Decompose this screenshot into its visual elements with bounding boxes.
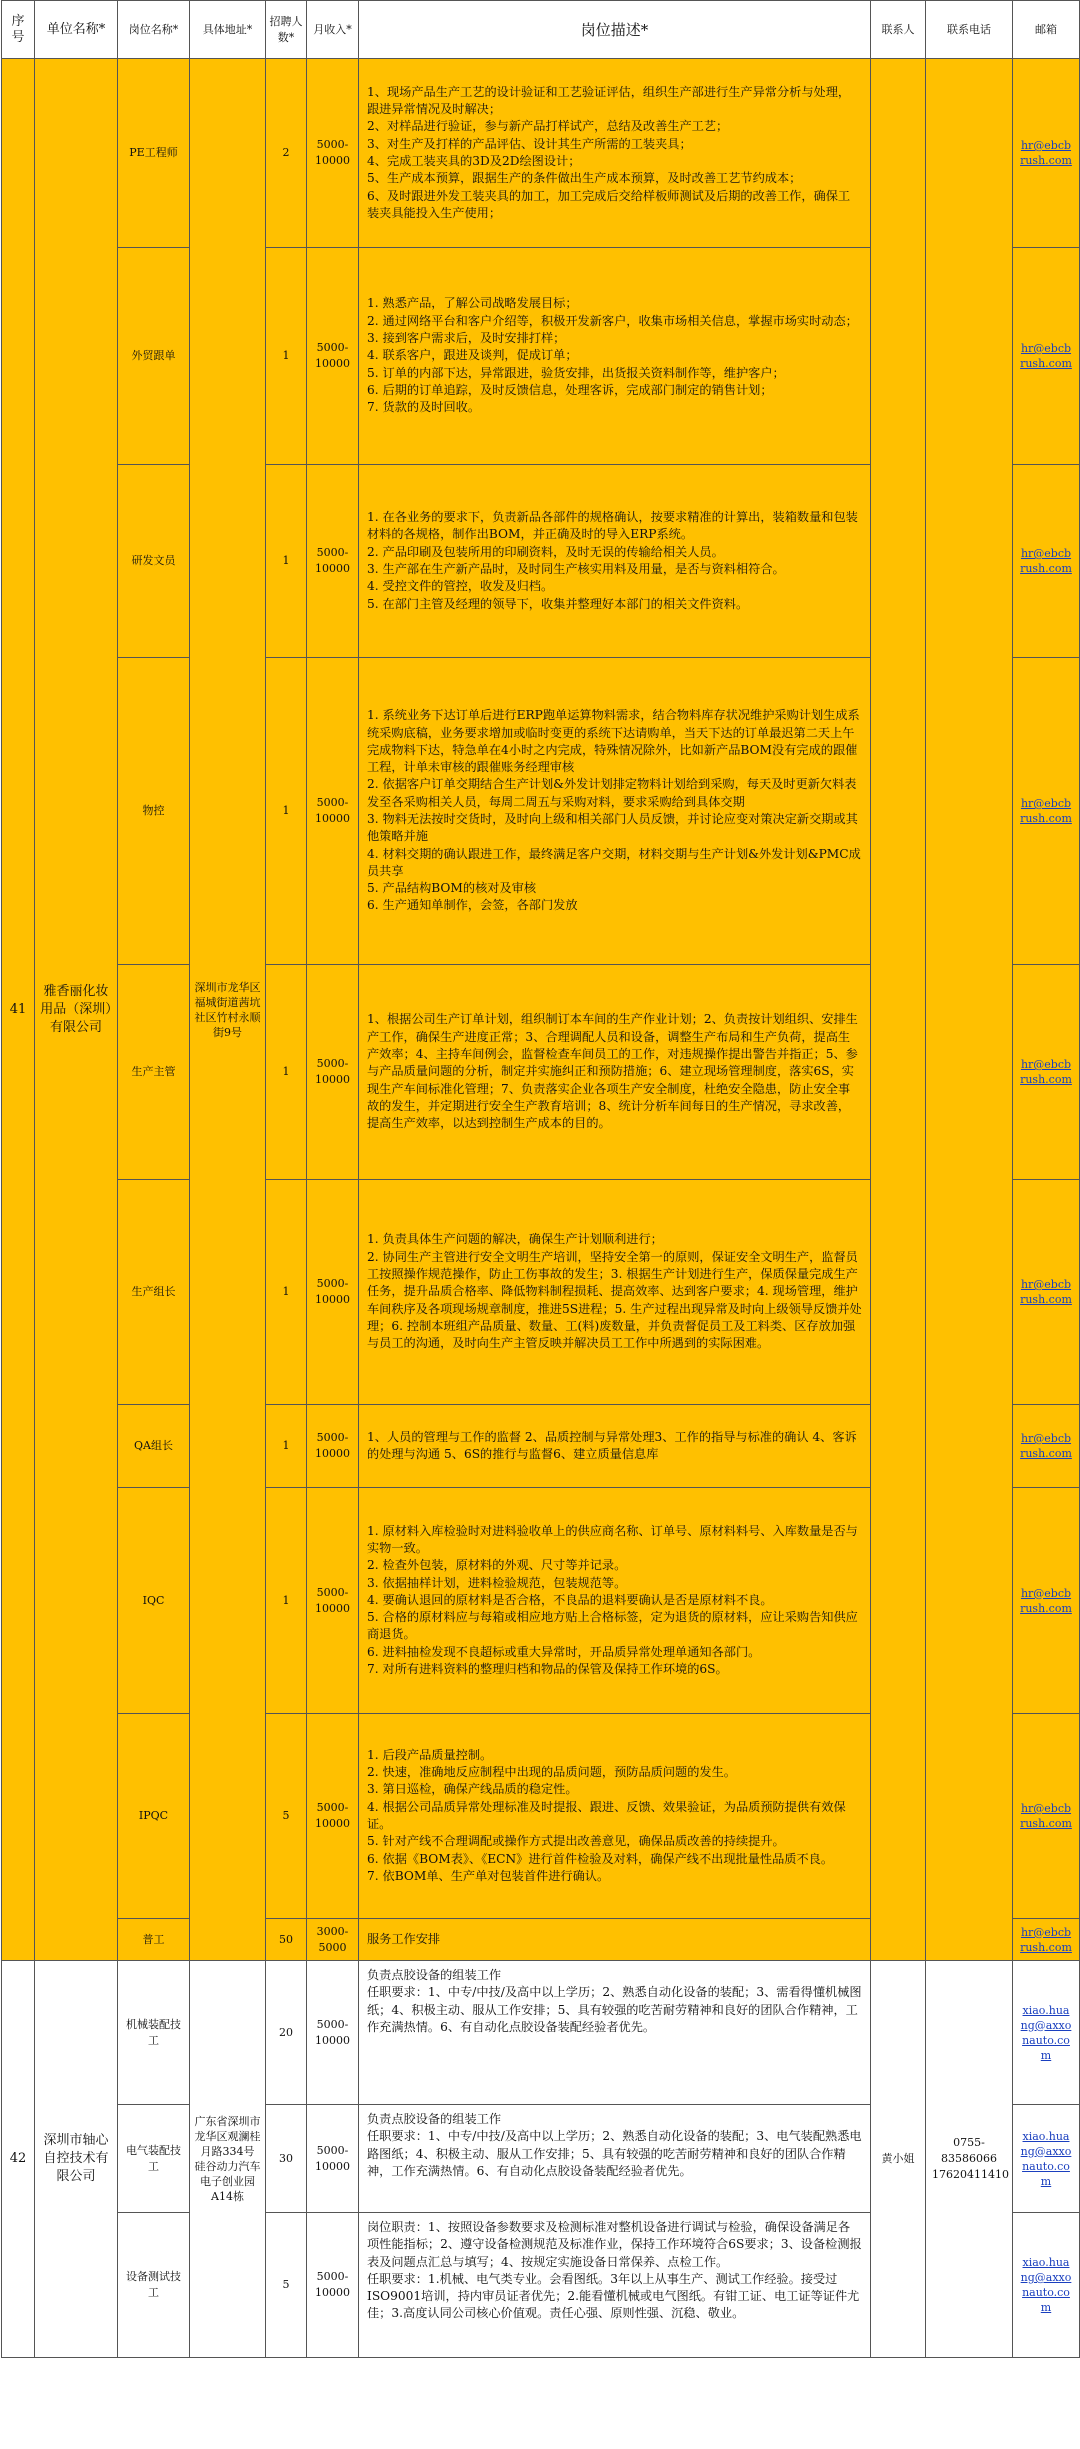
email-link[interactable]: hr@ebcbrush.com	[1020, 547, 1072, 575]
headcount: 30	[266, 2105, 307, 2213]
headcount: 1	[266, 248, 307, 465]
email-cell	[1013, 1488, 1080, 1714]
job-description: 负责点胶设备的组装工作 任职要求：1、中专/中技/及高中以上学历；2、熟悉自动化设备的装配；3、电气装配熟悉电路图纸；4、积极主动、服从工作安排；5、具有较强的吃苦耐劳精神和良好的团队合作精神，工作充满热情。6、有自动化点胶设备装配经验者优先。	[359, 2105, 871, 2213]
salary: 5000-10000	[307, 1714, 359, 1919]
company-address: 深圳市龙华区福城街道茜坑社区竹村永顺街9号	[190, 59, 266, 1961]
email-cell	[1013, 1405, 1080, 1488]
headcount: 5	[266, 2213, 307, 2358]
salary: 5000-10000	[307, 1488, 359, 1714]
headcount: 1	[266, 1405, 307, 1488]
email-link[interactable]: hr@ebcbrush.com	[1020, 139, 1072, 167]
table-row	[2, 1961, 1080, 2105]
position-title: 外贸跟单	[118, 248, 190, 465]
email-link[interactable]: hr@ebcbrush.com	[1020, 1432, 1072, 1460]
position-title: 电气装配技工	[118, 2105, 190, 2213]
headcount: 1	[266, 1180, 307, 1405]
header-seq: 序号	[2, 1, 35, 59]
contact-person: 黄小姐	[871, 1961, 926, 2358]
contact-phone	[926, 59, 1013, 1961]
email-link[interactable]: xiao.huang@axxonauto.com	[1020, 2256, 1072, 2314]
position-title: 普工	[118, 1919, 190, 1961]
position-title: 物控	[118, 658, 190, 965]
email-cell	[1013, 465, 1080, 658]
header-count: 招聘人数*	[266, 1, 307, 59]
email-link[interactable]: hr@ebcbrush.com	[1020, 797, 1072, 825]
position-title: IPQC	[118, 1714, 190, 1919]
position-title: IQC	[118, 1488, 190, 1714]
salary: 5000-10000	[307, 1180, 359, 1405]
position-title: 机械装配技工	[118, 1961, 190, 2105]
contact-phone: 0755-83586066 17620411410	[926, 1961, 1013, 2358]
email-cell	[1013, 2213, 1080, 2358]
email-link[interactable]: hr@ebcbrush.com	[1020, 342, 1072, 370]
email-cell	[1013, 1961, 1080, 2105]
job-description: 1、人员的管理与工作的监督 2、品质控制与异常处理3、工作的指导与标准的确认 4、客诉的处理与沟通 5、6S的推行与监督6、建立质量信息库	[359, 1405, 871, 1488]
company-seq: 42	[2, 1961, 35, 2358]
salary: 5000-10000	[307, 2105, 359, 2213]
email-link[interactable]: hr@ebcbrush.com	[1020, 1925, 1072, 1954]
company-name: 雅香丽化妆用品（深圳）有限公司	[35, 59, 118, 1961]
job-description: 1. 在各业务的要求下，负责新品各部件的规格确认，按要求精准的计算出，装箱数量和包装材料的各规格，制作出BOM，并正确及时的导入ERP系统。 2. 产品印刷及包装所用的印刷资料，及时无误的传输给相关人员。 3. 生产部在生产新产品时，及时同生产核实用料及用量，是否与资料相符合。 4. 受控文件的管控，收发及归档。 5. 在部门主管及经理的领导下，收集并整理好本部门的相关文件资料。	[359, 465, 871, 658]
header-company: 单位名称*	[35, 1, 118, 59]
email-cell	[1013, 2105, 1080, 2213]
position-title: 生产主管	[118, 965, 190, 1180]
salary: 3000-5000	[307, 1919, 359, 1961]
email-cell	[1013, 1919, 1080, 1961]
position-title: 设备测试技工	[118, 2213, 190, 2358]
email-link[interactable]: hr@ebcbrush.com	[1020, 1058, 1072, 1086]
email-cell	[1013, 1714, 1080, 1919]
job-description: 服务工作安排	[359, 1919, 871, 1961]
headcount: 1	[266, 465, 307, 658]
salary: 5000-10000	[307, 1405, 359, 1488]
recruitment-table	[1, 0, 1080, 2358]
salary: 5000-10000	[307, 59, 359, 248]
position-title: PE工程师	[118, 59, 190, 248]
salary: 5000-10000	[307, 965, 359, 1180]
company-address: 广东省深圳市龙华区观澜桂月路334号 硅谷动力汽车电子创业园A14栋	[190, 1961, 266, 2358]
email-link[interactable]: xiao.huang@axxonauto.com	[1020, 2129, 1072, 2188]
job-description: 1. 熟悉产品，了解公司战略发展目标； 2. 通过网络平台和客户介绍等，积极开发新客户，收集市场相关信息，掌握市场实时动态； 3. 接到客户需求后，及时安排打样； 4. 联系客户，跟进及谈判，促成订单； 5. 订单的内部下达，异常跟进，验货安排，出货报关资料制作等，维护客户； 6. 后期的订单追踪，及时反馈信息，处理客诉，完成部门制定的销售计划； 7. 货款的及时回收。	[359, 248, 871, 465]
position-title: 研发文员	[118, 465, 190, 658]
headcount: 1	[266, 658, 307, 965]
company-name: 深圳市轴心自控技术有限公司	[35, 1961, 118, 2358]
header-salary: 月收入*	[307, 1, 359, 59]
headcount: 5	[266, 1714, 307, 1919]
job-description: 1. 后段产品质量控制。 2. 快速，准确地反应制程中出现的品质问题，预防品质问题的发生。 3. 第日巡检，确保产线品质的稳定性。 4. 根据公司品质异常处理标准及时提报、跟进、反馈、效果验证，为品质预防提供有效保证。 5. 针对产线不合理调配或操作方式提出改善意见，确保品质改善的持续提升。 6. 依据《BOM表》、《ECN》进行首件检验及对料，确保产线不出现批量性品质不良。 7. 依BOM单、生产单对包装首件进行确认。	[359, 1714, 871, 1919]
headcount: 1	[266, 1488, 307, 1714]
headcount: 50	[266, 1919, 307, 1961]
headcount: 20	[266, 1961, 307, 2105]
header-phone: 联系电话	[926, 1, 1013, 59]
job-description: 1、根据公司生产订单计划，组织制订本车间的生产作业计划；2、负责按计划组织、安排生产工作，确保生产进度正常；3、合理调配人员和设备，调整生产布局和生产负荷，提高生产效率；4、主持车间例会，监督检查车间员工的工作，对违规操作提出警告并指正；5、参与产品质量问题的分析，制定并实施纠正和预防措施；6、建立现场管理制度，落实6S，实现生产车间标准化管理；7、负责落实企业各项生产安全制度，杜绝安全隐患，防止安全事故的发生，并定期进行安全生产教育培训；8、统计分析车间每日的生产情况，寻求改善，提高生产效率，以达到控制生产成本的目的。	[359, 965, 871, 1180]
contact-person	[871, 59, 926, 1961]
salary: 5000-10000	[307, 1961, 359, 2105]
email-cell	[1013, 965, 1080, 1180]
email-cell	[1013, 59, 1080, 248]
headcount: 2	[266, 59, 307, 248]
header-description: 岗位描述*	[359, 1, 871, 59]
email-link[interactable]: hr@ebcbrush.com	[1020, 1586, 1072, 1615]
email-link[interactable]: hr@ebcbrush.com	[1020, 1802, 1072, 1830]
job-description: 岗位职责：1、按照设备参数要求及检测标准对整机设备进行调试与检验，确保设备满足各项性能指标；2、遵守设备检测规范及标准作业，保持工作环境符合6S要求；3、设备检测报表及问题点汇总与填写；4、按规定实施设备日常保养、点检工作。 任职要求：1.机械、电气类专业。会看图纸。3年以上从事生产、测试工作经验。接受过ISO9001培训，持内审员证者优先；2.能看懂机械或电气图纸。有钳工证、电工证等证件尤佳；3.高度认同公司核心价值观。责任心强、原则性强、沉稳、敬业。	[359, 2213, 871, 2358]
salary: 5000-10000	[307, 465, 359, 658]
job-description: 1. 原材料入库检验时对进料验收单上的供应商名称、订单号、原材料料号、入库数量是否与实物一致。 2. 检查外包装，原材料的外观、尺寸等并记录。 3. 依据抽样计划，进料检验规范，包装规范等。 4. 要确认退回的原材料是否合格，不良品的退料要确认是否是原材料不良。 5. 合格的原材料应与每箱或相应地方贴上合格标签，定为退货的原材料，应让采购告知供应商退货。 6. 进料抽检发现不良超标或重大异常时，开品质异常处理单通知各部门。 7. 对所有进料资料的整理归档和物品的保管及保持工作环境的6S。	[359, 1488, 871, 1714]
position-title: 生产组长	[118, 1180, 190, 1405]
salary: 5000-10000	[307, 658, 359, 965]
header-row	[2, 1, 1080, 59]
job-description: 1、现场产品生产工艺的设计验证和工艺验证评估，组织生产部进行生产异常分析与处理，跟进异常情况及时解决； 2、对样品进行验证，参与新产品打样试产，总结及改善生产工艺； 3、对生产及打样的产品评估、设计其生产所需的工装夹具； 4、完成工装夹具的3D及2D绘图设计； 5、生产成本预算，跟据生产的条件做出生产成本预算，及时改善工艺节约成本； 6、及时跟进外发工装夹具的加工，加工完成后交给样板师测试及后期的改善工作，确保工装夹具能投入生产使用；	[359, 59, 871, 248]
headcount: 1	[266, 965, 307, 1180]
salary: 5000-10000	[307, 248, 359, 465]
email-cell	[1013, 1180, 1080, 1405]
header-contact: 联系人	[871, 1, 926, 59]
company-seq: 41	[2, 59, 35, 1961]
header-email: 邮箱	[1013, 1, 1080, 59]
position-title: QA组长	[118, 1405, 190, 1488]
email-link[interactable]: xiao.huang@axxonauto.com	[1020, 2003, 1072, 2062]
email-cell	[1013, 248, 1080, 465]
job-description: 负责点胶设备的组装工作 任职要求：1、中专/中技/及高中以上学历；2、熟悉自动化设备的装配；3、需看得懂机械图纸；4、积极主动、服从工作安排；5、具有较强的吃苦耐劳精神和良好的团队合作精神，工作充满热情。6、有自动化点胶设备装配经验者优先。	[359, 1961, 871, 2105]
email-cell	[1013, 658, 1080, 965]
email-link[interactable]: hr@ebcbrush.com	[1020, 1278, 1072, 1306]
salary: 5000-10000	[307, 2213, 359, 2358]
header-address: 具体地址*	[190, 1, 266, 59]
header-position: 岗位名称*	[118, 1, 190, 59]
table-row	[2, 59, 1080, 248]
job-description: 1. 负责具体生产问题的解决，确保生产计划顺利进行； 2. 协同生产主管进行安全文明生产培训，坚持安全第一的原则，保证安全文明生产，监督员工按照操作规范操作，防止工伤事故的发生；3. 根据生产计划进行生产，保质保量完成生产任务，提升品质合格率、降低物料制程损耗、提高效率、达到客户要求；4. 现场管理，维护车间秩序及各项现场规章制度，推进5S进程；5. 生产过程出现异常及时向上级领导反馈并处理；6. 控制本班组产品质量、数量、工(料)废数量，并负责督促员工及工料类、区存放加强与员工的沟通，及时向生产主管反映并解决员工工作中所遇到的实际困难。	[359, 1180, 871, 1405]
job-description: 1. 系统业务下达订单后进行ERP跑单运算物料需求，结合物料库存状况维护采购计划生成系统采购底稿，业务要求增加或临时变更的系统下达请购单，当天下达的订单最迟第二天上午完成物料下达，特急单在4小时之内完成，特殊情况除外，比如新产品BOM没有完成的跟催工程，计单未审核的跟催账务经理审核 2. 依据客户订单交期结合生产计划&外发计划排定物料计划给到采购，每天及时更新欠料表发至各采购相关人员，每周二周五与采购对料，要求采购给到具体交期 3. 物料无法按时交货时，及时向上级和相关部门人员反馈，并讨论应变对策决定新交期或其他策略并施 4. 材料交期的确认跟进工作，最终满足客户交期，材料交期与生产计划&外发计划&PMC成员共享 5. 产品结构BOM的核对及审核 6. 生产通知单制作，会签，各部门发放	[359, 658, 871, 965]
